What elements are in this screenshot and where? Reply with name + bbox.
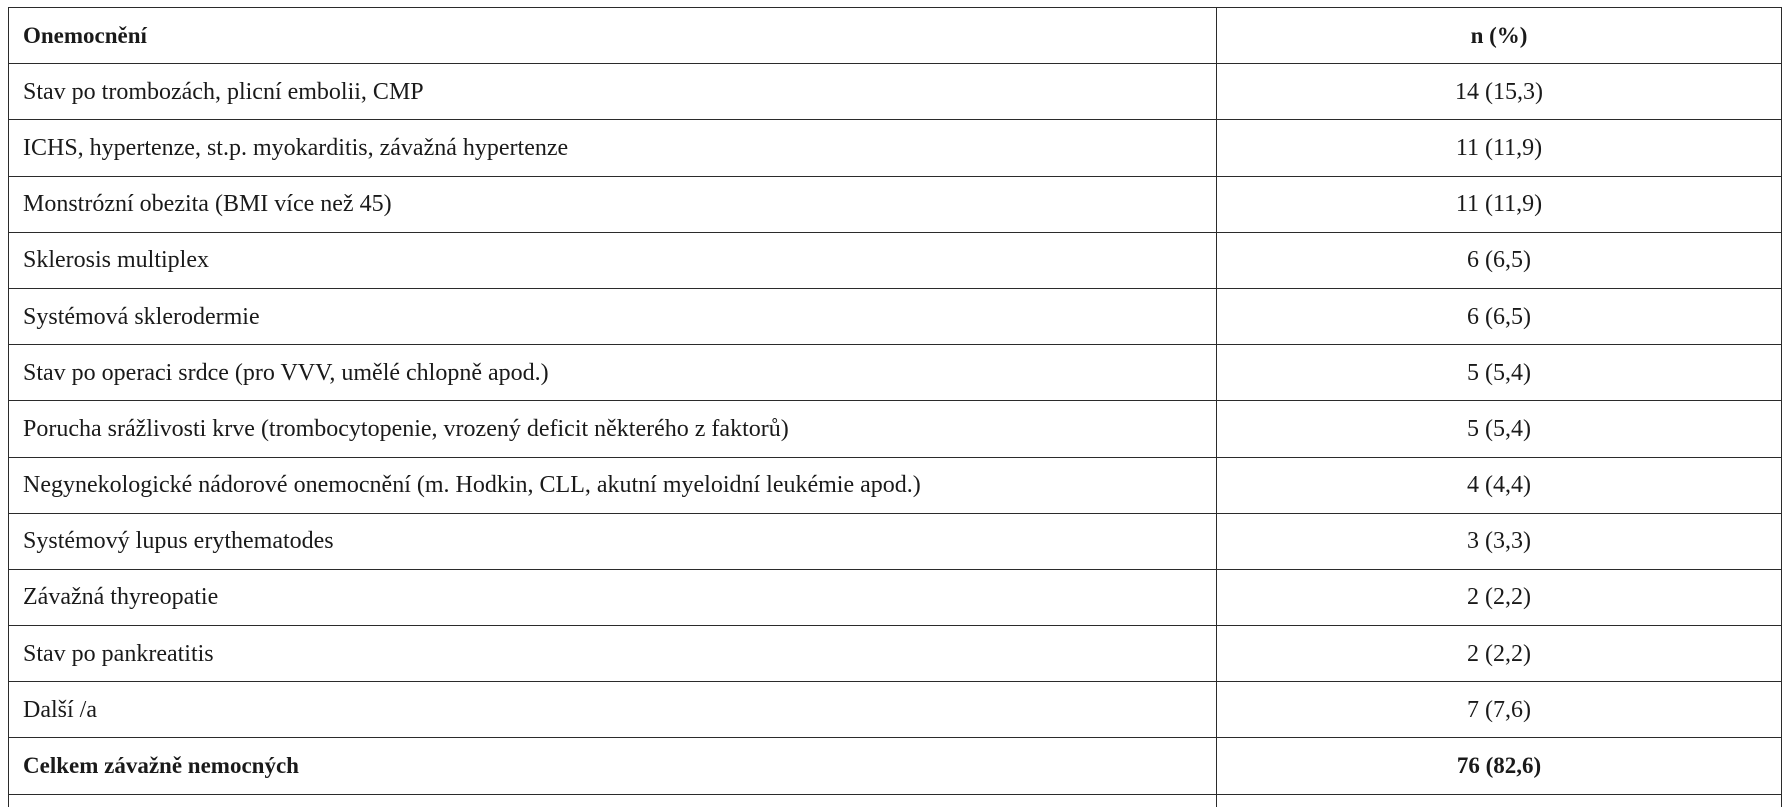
row-value: 5 (5,4) [1217,345,1782,401]
row-label: Závažná thyreopatie [9,569,1217,625]
row-value: 7 (7,6) [1217,682,1782,738]
row-value: 5 (5,4) [1217,401,1782,457]
row-value: 4 (4,4) [1217,457,1782,513]
row-value: 3 (3,3) [1217,513,1782,569]
total-value: 76 (82,6) [1217,738,1782,794]
row-value: 2 (2,2) [1217,569,1782,625]
table-row [9,232,1782,288]
row-label: Negynekologické nádorové onemocnění (m. Hodkin, CLL, akutní myeloidní leukémie apod.) [9,457,1217,513]
table-row [9,626,1782,682]
row-value: 14 (15,3) [1217,64,1782,120]
disease-table [8,7,1782,807]
row-value: 6 (6,5) [1217,288,1782,344]
disease-table-container [8,7,1781,807]
row-label: Sklerosis multiplex [9,232,1217,288]
row-label: Systémový lupus erythematodes [9,513,1217,569]
tail-cell-left [9,794,1217,807]
table-row [9,120,1782,176]
row-value: 2 (2,2) [1217,626,1782,682]
table-row [9,457,1782,513]
row-label: Další /a [9,682,1217,738]
table-tail-row [9,794,1782,807]
row-label: Systémová sklerodermie [9,288,1217,344]
row-label: Stav po operaci srdce (pro VVV, umělé chlopně apod.) [9,345,1217,401]
total-label: Celkem závažně nemocných [9,738,1217,794]
table-row [9,513,1782,569]
tail-cell-right [1217,794,1782,807]
row-label: Monstrózní obezita (BMI více než 45) [9,176,1217,232]
table-row [9,401,1782,457]
table-row [9,288,1782,344]
row-label: Stav po trombozách, plicní embolii, CMP [9,64,1217,120]
row-label: Porucha srážlivosti krve (trombocytopenie, vrozený deficit některého z faktorů) [9,401,1217,457]
table-total-row [9,738,1782,794]
table-row [9,569,1782,625]
table-row [9,176,1782,232]
table-row [9,345,1782,401]
row-label: ICHS, hypertenze, st.p. myokarditis, závažná hypertenze [9,120,1217,176]
header-disease: Onemocnění [9,8,1217,64]
row-value: 11 (11,9) [1217,120,1782,176]
row-value: 6 (6,5) [1217,232,1782,288]
table-header-row [9,8,1782,64]
table-row [9,64,1782,120]
table-row [9,682,1782,738]
header-count: n (%) [1217,8,1782,64]
row-value: 11 (11,9) [1217,176,1782,232]
row-label: Stav po pankreatitis [9,626,1217,682]
